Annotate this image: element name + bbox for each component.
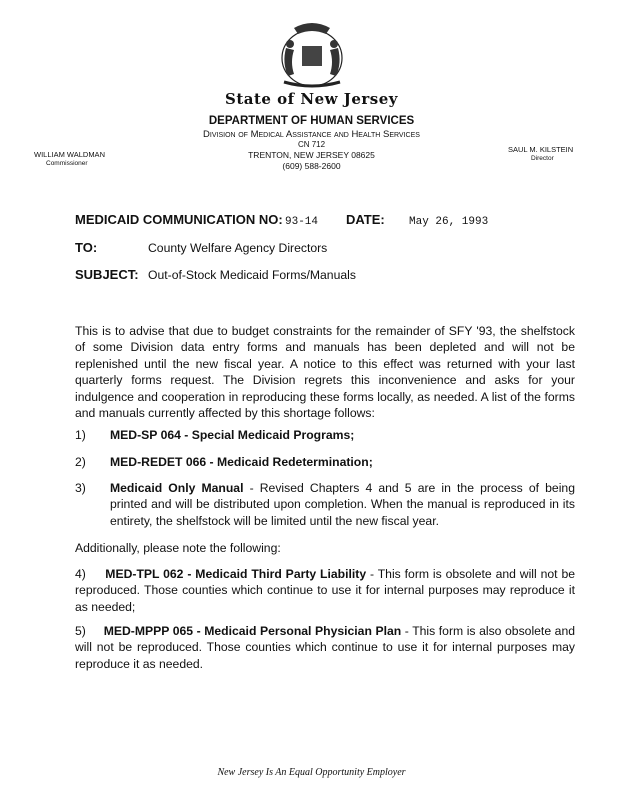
subject-label: SUBJECT: — [75, 267, 139, 282]
director-name: SAUL M. KILSTEIN — [508, 145, 574, 154]
phone: (609) 588-2600 — [282, 161, 341, 171]
item3-text: Medicaid Only Manual - Revised Chapters 4 and 5 are in the process of being printed and will be distributed upon completion. When the manual is reproduced in its entirety, the shelfstock will be limited until the new fiscal year. — [110, 481, 575, 528]
date-label: DATE: — [346, 212, 385, 227]
cn-number: CN 712 — [297, 140, 326, 149]
footer-eeo: New Jersey Is An Equal Opportunity Employer — [217, 767, 406, 778]
state-seal-icon — [272, 18, 352, 90]
state-title: State of New Jersey — [225, 90, 398, 108]
division-name: Division of Medical Assistance and Health Services — [203, 129, 420, 140]
intro-paragraph: This is to advise that due to budget constraints for the remainder of SFY '93, the shelfstock of some Division data entry forms and manuals has been depleted and will not be replenished until the new fiscal year. A notice to this effect was returned with your last quarterly forms request. The Division regrets this inconvenience and asks for your indulgence and cooperation in reproducing these forms locally, as needed. A list of the forms and manuals currently affected by this shortage follows: — [75, 324, 575, 421]
item1-text: MED-SP 064 - Special Medicaid Programs; — [110, 428, 355, 442]
item3-number: 3) — [75, 481, 86, 495]
comm-label: MEDICAID COMMUNICATION NO: — [75, 212, 283, 227]
item5-text: 5) MED-MPPP 065 - Medicaid Personal Physician Plan - This form is also obsolete and will not be reproduced. Those counties which continue to use it for internal purposes may reproduce it as needed. — [75, 624, 575, 671]
comm-number: 93-14 — [285, 216, 319, 228]
item2-text: MED-REDET 066 - Medicaid Redetermination; — [110, 455, 373, 469]
address: TRENTON, NEW JERSEY 08625 — [248, 150, 375, 160]
to-label: TO: — [75, 240, 98, 255]
item4-text: 4) MED-TPL 062 - Medicaid Third Party Liability - This form is obsolete and will not be reproduced. Those counties which continue to use it for internal purposes may reproduce it as needed; — [75, 567, 576, 614]
item2-number: 2) — [75, 455, 86, 469]
commissioner-name: WILLIAM WALDMAN — [34, 150, 105, 159]
director-title: Director — [531, 155, 554, 162]
department-name: DEPARTMENT OF HUMAN SERVICES — [208, 115, 415, 127]
to-value: County Welfare Agency Directors — [148, 241, 328, 255]
additionally-text: Additionally, please note the following: — [75, 541, 281, 555]
date-value: May 26, 1993 — [409, 216, 489, 228]
commissioner-title: Commissioner — [46, 160, 88, 167]
subject-value: Out-of-Stock Medicaid Forms/Manuals — [148, 268, 356, 282]
item1-number: 1) — [75, 428, 86, 442]
